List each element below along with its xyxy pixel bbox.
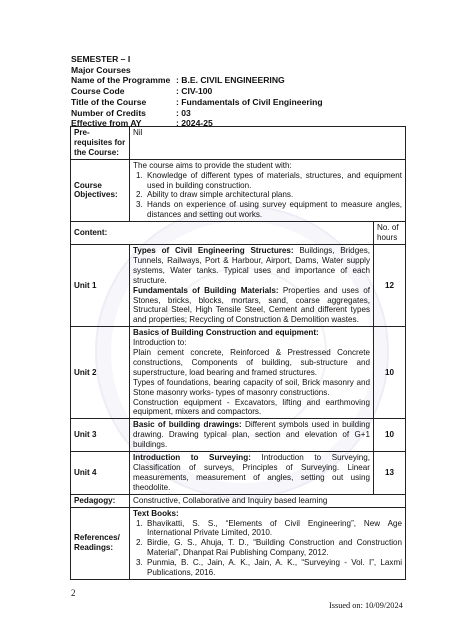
references-row [71,507,406,579]
unit-label: Unit 1 [71,244,130,326]
objectives-row [71,159,406,221]
topic-text: Plain cement concrete, Reinforced & Prestressed Concrete constructions, Components of building, sub-structure and superstructure, load bearing and framed structures. [133,348,370,377]
pedagogy-row [71,494,406,507]
objective-item: 3. Hands on experience of using survey equipment to measure angles, distances and setting out works. [145,200,402,220]
header-label: Name of the Programme [71,75,171,86]
topic-text: Introduction to Surveying, Classification of surveys, Principles of Surveying. Linear measurements, measurement of angles, setting out using theodolite. [133,453,370,492]
unit-row [71,327,406,419]
unit-content [130,327,374,419]
unit-row [71,244,406,326]
header-label: Title of the Course [71,96,147,107]
topic-title: Basic of building drawings: [133,420,242,430]
content-header-row [71,222,406,245]
objective-item: 2. Ability to draw simple architectural plans. [145,190,402,200]
references-title: Text Books: [133,508,179,518]
objectives-intro: The course aims to provide the student with: [133,160,292,170]
unit-hours: 10 [374,419,406,452]
unit-content [130,419,374,452]
reference-item: 1. Bhavikatti, S. S., “Elements of Civil Engineering”, New Age International Private Limited, 2010. [145,519,402,539]
unit-hours: 10 [374,327,406,419]
objectives-label: Course Objectives: [71,159,130,221]
page-number: 2 [71,588,76,598]
header-row-course-code [71,86,323,97]
topic-text: Different symbols used in building drawing. Drawing typical plan, section and elevation of G+1 buildings. [133,420,370,450]
unit-label: Unit 4 [71,452,130,495]
topic-title: Fundamentals of Building Materials: [133,285,279,295]
unit-paragraph [133,246,370,286]
header-row-title [71,97,323,108]
references-list [133,519,402,578]
topic-text: Types of foundations, bearing capacity of soil, Brick masonry and Stone masonry works- types of masonry constructions. [133,377,370,397]
pedagogy-value: Constructive, Collaborative and Inquiry based learning [130,494,406,507]
semester-title: SEMESTER – I [71,54,131,64]
pedagogy-label: Pedagogy: [71,494,130,507]
unit-row [71,452,406,495]
prereq-value: Nil [130,127,406,160]
topic-text: Properties and uses of Stones, bricks, blocks, mortars, sand, coarse aggregates, Structural Steel, High Tensile Steel, Cement and different types and properties; Recycling of Construction & Demolition wastes. [133,285,371,325]
issued-date: Issued on: 10/09/2024 [329,601,403,610]
header-row-programme [71,75,323,86]
header-value: : 03 [176,107,191,118]
objective-item: 1. Knowledge of different types of materials, structures, and equipment used in building construction. [145,171,402,191]
header-value: : CIV-100 [176,86,213,97]
unit-label: Unit 3 [71,419,130,452]
topic-title: Introduction to Surveying: [133,453,251,463]
syllabus-table [70,126,406,580]
prereq-label: Pre-requisites for the Course: [71,127,130,160]
unit-row [71,419,406,452]
unit-hours: 12 [374,244,406,326]
header-label: Effective from AY [71,118,142,129]
course-category: Major Courses [71,64,131,75]
topic-intro: Introduction to: [133,338,187,348]
topic-text: Construction equipment - Excavators, lifting and earthmoving equipment, mixers and compactors. [133,397,370,417]
unit-hours: 13 [374,452,406,495]
header-label: Number of Credits [71,107,146,118]
objectives-content [130,159,406,221]
header-row-credits [71,108,323,119]
reference-item: 2. Birdie, G. S., Ahuja, T. D., “Building Construction and Construction Material”, Dhanpat Rai Publishing Company, 2012. [145,538,402,558]
topic-title: Basics of Building Construction and equipment: [133,328,319,338]
header-value: : Fundamentals of Civil Engineering [176,96,323,107]
course-header [71,54,323,129]
topic-title: Types of Civil Engineering Structures: [133,245,294,255]
header-value: : 2024-25 [176,118,213,129]
unit-content [130,244,374,326]
references-label: References/ Readings: [71,507,130,579]
unit-paragraph [133,286,370,326]
header-value: : B.E. CIVIL ENGINEERING [176,75,285,86]
objectives-list [133,171,402,221]
topic-text: Buildings, Bridges, Tunnels, Railways, Port & Harbour, Airport, Dams, Water supply systems, Water tanks. Typical uses and importance of each structure. [133,245,370,285]
hours-header: No. of hours [374,222,406,245]
unit-content [130,452,374,495]
content-label: Content: [71,222,374,245]
header-label: Course Code [71,86,125,97]
reference-item: 3. Punmia, B. C., Jain, A. K., Jain, A. K., “Surveying - Vol. I”, Laxmi Publications, 2016. [145,558,402,578]
prereq-row [71,127,406,160]
references-content [130,507,406,579]
unit-label: Unit 2 [71,327,130,419]
